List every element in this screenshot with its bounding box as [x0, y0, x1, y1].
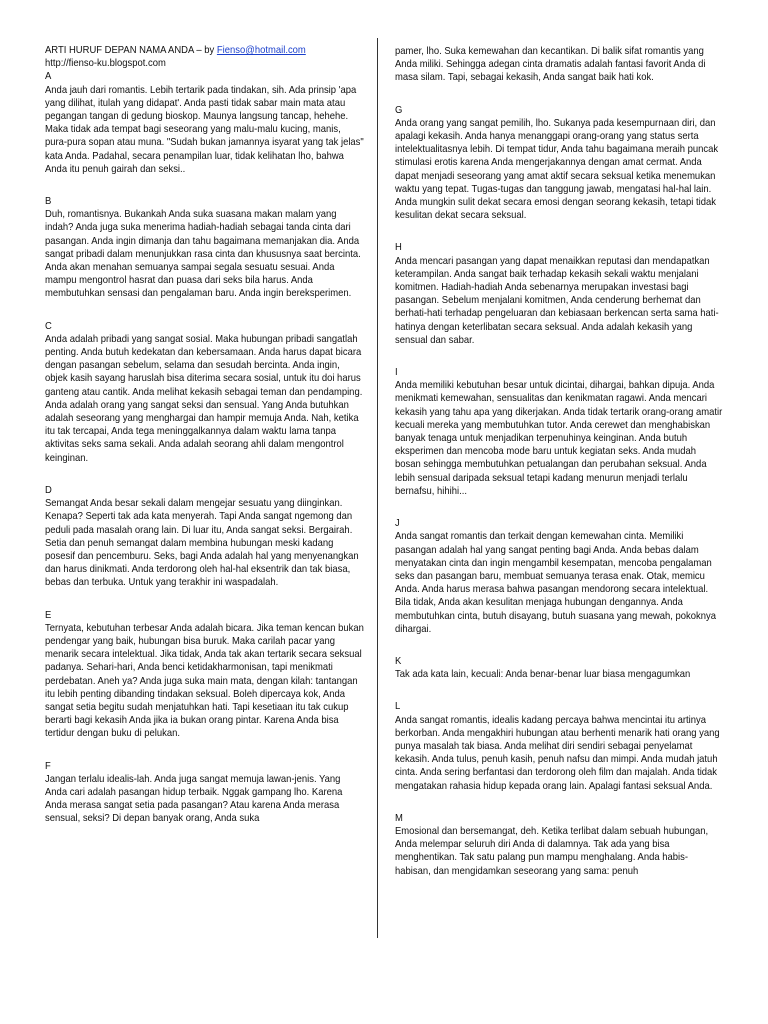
section-letter: C: [45, 319, 52, 332]
section-text: Anda orang yang sangat pemilih, lho. Sukanya pada kesempurnaan diri, dan apalagi kekasih. Anda hanya menanggapi orang-orang yang status serta intelektualitasnya lebih. Di tempat tidur, Anda tahu bagaimana meraih puncak stimulasi erotis karena Anda mengerjakannya dengan amat cermat. Anda dapat menjadi seseorang yang amat aktif secara seksual ketika menemukan waktu yang tepat. Tugas-tugas dan tanggung jawab, mengatasi hal-hal lain. Anda mungkin sulit dekat secara emosi dengan seorang kekasih, tetapi tidak kesulitan dekat secara seksual.: [395, 116, 719, 222]
section-m: [395, 812, 724, 878]
section-h: [395, 241, 724, 347]
section-letter: M: [395, 811, 403, 824]
section-text: Semangat Anda besar sekali dalam mengejar sesuatu yang diinginkan. Kenapa? Seperti tak ada kata menyerah. Tapi Anda sangat ngemong dan peduli pada masalah orang lain. Di luar itu, Anda sangat seksi. Bergairah. Setia dan penuh semangat dalam membina hubungan meski kadang posesif dan pencemburu. Seks, bagi Anda adalah hal yang menyenangkan dan harus dinikmati. Anda terdorong oleh hal-hal eksentrik dan tak biasa, bebas dan terbuka. Untuk yang terakhir ini waspadalah.: [45, 497, 359, 589]
section-e: [45, 609, 365, 741]
section-letter: D: [45, 483, 52, 496]
section-text: Ternyata, kebutuhan terbesar Anda adalah bicara. Jika teman kencan bukan pendengar yang baik, hubungan bisa buruk. Maka carilah pacar yang menarik secara intelektual. Jika tidak, Anda tak akan tertarik secara seksual padanya. Sehari-hari, Anda benci ketidakharmonisan, tapi menikmati perdebatan. Aneh ya? Anda juga suka main mata, dengan kilah: tantangan itu lebih penting dibanding tindakan seksual. Boleh dipercaya kok, Anda sangat setia begitu sudah menjatuhkan hati. Tapi kesetiaan itu tak cukup berarti bagi kekasih Anda jika ia bukan orang pintar. Karena Anda bisa tertidur dengan buku di pelukan.: [45, 621, 364, 740]
section-b: [45, 195, 365, 301]
column-divider: [377, 38, 378, 938]
section-j: [395, 517, 724, 636]
section-letter: L: [395, 700, 401, 713]
section-text: Anda jauh dari romantis. Lebih tertarik pada tindakan, sih. Ada prinsip 'apa yang dilihat, itulah yang didapat'. Anda pasti tidak sabar main mata atau pegangan tangan di gedung bioskop. Maunya langsung tancap, hehehe. Maka tidak ada tempat bagi seseorang yang malu-malu kucing, manis, pura-pura sopan atau muna. "Sudah bukan jamannya isyarat yang tak jelas" kata Anda. Padahal, secara penampilan luar, tidak kelihatan lho, bahwa Anda itu penuh gairah dan seksi..: [45, 83, 364, 175]
section-g: [395, 104, 724, 223]
section-letter: G: [395, 103, 403, 116]
section-text: Anda mencari pasangan yang dapat menaikkan reputasi dan mendapatkan keterampilan. Anda sangat baik terhadap kekasih sekali waktu menjalani komitmen. Hadiah-hadiah Anda sebenarnya merupakan investasi bagi pasangan. Sebelum menjalani komitmen, Anda cenderung berhemat dan berhati-hati terhadap pengeluaran dan kebiasaan berkencan serta sama hati-hatinya dengan keterlibatan secara seksual. Anda adalah kekasih yang sensual dan sabar.: [395, 254, 719, 346]
title-text: ARTI HURUF DEPAN NAMA ANDA – by: [45, 44, 217, 56]
section-text: Duh, romantisnya. Bukankah Anda suka suasana makan malam yang indah? Anda juga suka menerima hadiah-hadiah sebagai tanda cinta dari pasangan. Anda ingin dimanja dan tahu bagaimana memanjakan dia. Anda sangat pribadi dalam menunjukkan rasa cinta dan khususnya saat bercinta. Anda akan menahan semuanya sampai segala sesuatu sesuai. Anda mampu mengontrol hasrat dan puasa dari seks bila harus. Anda membutuhkan sensasi dan pengalaman baru. Anda ingin bereksperimen.: [45, 208, 361, 300]
section-text: Emosional dan bersemangat, deh. Ketika terlibat dalam sebuah hubungan, Anda melempar seluruh diri Anda di dalamnya. Tak ada yang bisa menghentikan. Tak satu palang pun mampu menghalang. Anda habis-habisan, dan mengidamkan seseorang yang sama: penuh: [395, 824, 709, 877]
section-d: [45, 484, 365, 590]
section-i: [395, 366, 724, 498]
section-letter: F: [45, 759, 51, 772]
author-email-link[interactable]: Fienso@hotmail.com: [216, 44, 306, 56]
section-c: [45, 320, 365, 465]
document-title: [45, 44, 365, 57]
section-f: [45, 760, 365, 826]
blog-url[interactable]: http://fienso-ku.blogspot.com: [45, 57, 166, 70]
section-f-continuation: [395, 45, 724, 85]
section-text: Jangan terlalu idealis-lah. Anda juga sangat memuja lawan-jenis. Yang Anda cari adalah pasangan hidup terbaik. Nggak gampang lho. Karena Anda merasa sangat setia pada pasangan? Atau karena Anda merasa sensual, seksi? Di depan banyak orang, Anda suka: [45, 772, 343, 825]
section-l: [395, 700, 724, 792]
section-letter: K: [395, 654, 402, 667]
right-column: [395, 45, 724, 897]
section-a: [45, 70, 365, 176]
left-column: [45, 44, 365, 845]
section-text: Anda sangat romantis dan terkait dengan kemewahan cinta. Memiliki pasangan adalah hal yang sangat penting bagi Anda. Anda bebas dalam menyatakan cinta dan ingin mengambil kesempatan, mencoba pengalaman seks dan pasangan baru, membuat semuanya terasa enak. Otak, memicu Anda. Anda harus merasa bahwa pasangan mendorong secara intelektual. Bila tidak, Anda akan kesulitan menjaga hubungan dengannya. Anda membutuhkan cinta, butuh disayang, butuh suasana yang mewah, pokoknya dihargai.: [395, 530, 716, 635]
section-letter: J: [395, 517, 400, 530]
section-letter: H: [395, 241, 402, 254]
section-text: Anda memiliki kebutuhan besar untuk dicintai, dihargai, bahkan dipuja. Anda menikmati kemewahan, sensualitas dan kenikmatan ragawi. Anda mencari kekasih yang tahu apa yang dikerjakan. Anda tidak tertarik orang-orang amatir kecuali mereka yang membutuhkan tutor. Anda cerewet dan menghabiskan banyak tenaga untuk menjadikan terpenuhinya keinginan. Anda butuh eksperimen dan mencoba mode baru untuk kegiatan seks. Anda mudah bosan sehingga membutuhkan petualangan dan perubahan seksual. Anda lebih sensual daripada seksual tetapi kadang menurun menjadi terlalu bernafsu, hihihi...: [395, 379, 723, 497]
section-letter: E: [45, 608, 52, 621]
section-letter: A: [45, 70, 52, 83]
section-letter: B: [45, 195, 52, 208]
section-text: Tak ada kata lain, kecuali: Anda benar-benar luar biasa mengagumkan: [395, 668, 691, 681]
section-k: [395, 655, 724, 681]
section-text: Anda sangat romantis, idealis kadang percaya bahwa mencintai itu artinya berkorban. Anda mengakhiri hubungan atau berhenti menarik hati orang yang punya masalah tak biasa. Anda melihat diri sendiri sebagai penyelamat kekasih. Anda tulus, penuh kasih, penuh nafsu dan mimpi. Anda mudah jatuh cinta. Anda sering berfantasi dan terdorong oleh film dan majalah. Anda tidak mengatakan rahasia hidup kepada orang lain. Apalagi fantasi seksual Anda.: [395, 713, 720, 792]
section-text: pamer, lho. Suka kemewahan dan kecantikan. Di balik sifat romantis yang Anda miliki. Sehingga adegan cinta dramatis adalah fantasi favorit Anda di masa silam. Tapi, sebagai kekasih, Anda sangat baik hati kok.: [395, 45, 706, 84]
section-letter: I: [395, 366, 398, 379]
section-text: Anda adalah pribadi yang sangat sosial. Maka hubungan pribadi sangatlah penting. Anda butuh kedekatan dan kebersamaan. Anda harus dapat bicara dengan pasangan sebelum, selama dan sesudah bercinta. Anda ingin, objek kasih sayang haruslah bisa diterima secara sosial, untuk itu doi harus ganteng atau cantik. Anda melihat kekasih sebagai teman dan pendamping. Anda adalah orang yang sangat seksi dan sensual. Yang Anda butuhkan adalah seseorang yang menghargai dan hampir memuja Anda. Nah, ketika itu tak tercapai, Anda tega meninggalkannya dalam waktu lama tanpa aktivitas seks sama sekali. Anda adalah seorang ahli dalam mengontrol keinginan.: [45, 332, 363, 464]
